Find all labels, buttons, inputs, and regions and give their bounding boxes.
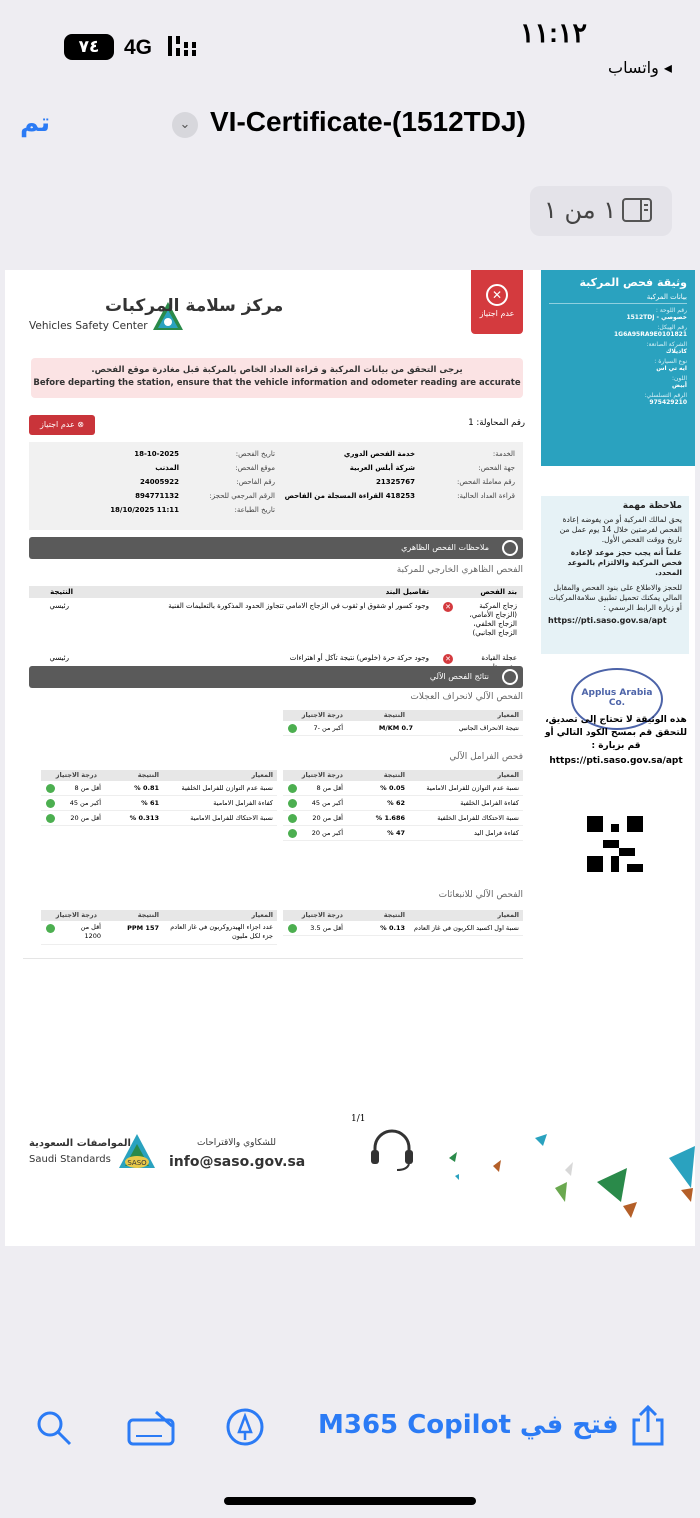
info-value: 418253 القراءة المسجلة من الفاحص [284,492,415,500]
emissions-table-left [41,910,277,945]
result: 0.05 % [380,784,405,792]
row-result: رئيسي [49,602,69,610]
info-value: خدمة الفحص الدوري [343,450,415,458]
vsc-logo-ar: مركز سلامة المركبات [105,296,284,316]
info-value: 24005922 [140,478,179,486]
field-label: اللون: [671,375,687,382]
page-indicator-label: ١ من ١ [544,196,617,224]
col-header: النتيجة [137,771,159,779]
result: 0.81 % [134,784,159,792]
col-header: درجة الاجتياز [55,911,97,919]
open-in-copilot-button[interactable]: فتح في M365 Copilot [318,1410,619,1440]
divider [23,958,523,959]
col-header: النتيجة [137,911,159,919]
result: 157 PPM [127,924,159,932]
banner-en: Before departing the station, ensure that the vehicle information and odometer reading are accurate [33,378,521,388]
field-value: 975429210 [649,399,687,406]
col-header: النتيجة [383,771,405,779]
field-value: خصوصي - 1512TDJ [626,314,687,321]
info-label: موقع الفحص: [235,464,275,472]
info-label: تاريخ الفحص: [235,450,275,458]
page-number: 1/1 [351,1114,366,1124]
annotate-icon[interactable] [126,1408,178,1448]
pass-value: أكبر من 45 [69,799,101,807]
criterion: كفاءة فرامل اليد [473,829,519,837]
criterion: كفاءة الفرامل الخلفية [460,799,519,807]
info-value: 21325767 [376,478,415,486]
auto-inspection-header [29,666,523,688]
result: 47 % [387,829,405,837]
note-text: يحق لمالك المركبة أو من يفوضه إعادة الفحص لفرصتين خلال 14 يوم عمل من تاريخ ووقت الفحص الأول. [559,515,682,544]
pass-value: أكبر من 45 [311,799,343,807]
criterion: نسبة اول اكسيد الكربون في غاز العادم [414,924,519,932]
pass-value: أقل من 3.5 [310,924,343,932]
banner-ar: يرجى التحقق من بيانات المركبة و قراءة العداد الخاص بالمركبة قبل مغادرة موقع الفحص. [91,365,463,375]
attempt-number: رقم المحاولة: 1 [468,418,525,428]
col-header: النتيجة [50,588,73,596]
pass-check-icon [288,724,297,733]
col-header: درجة الاجتياز [301,711,343,719]
decorative-triangles [435,1130,695,1240]
complaints-label: للشكاوي والاقتراحات [197,1138,276,1148]
verify-link[interactable]: https://pti.saso.gov.sa/apt [549,756,683,766]
sidebar-title: وثيقة فحص المركبة [579,276,687,289]
col-header: بند الفحص [480,588,517,596]
emissions-table-right [283,910,523,936]
home-indicator[interactable] [224,1497,476,1505]
pass-value: أقل من 20 [312,814,343,822]
field-label: نوع السيارة : [654,358,687,365]
criterion: كفاءة الفرامل الامامية [213,799,273,807]
col-header: المعيار [251,911,273,919]
pass-value: أقل من 1200 [80,923,101,940]
field-label: الشركة الصانعة: [646,341,687,348]
search-icon [502,540,518,556]
qr-code[interactable] [587,816,643,872]
stamp-text: Applus Arabia Co. [581,688,653,708]
row-detail: وجود كسور او شقوق او ثقوب في الزجاج الامامي تتجاوز الحدود المذكورة بالتعليمات الفنية [168,602,429,610]
section-title: ملاحظات الفحص الظاهري [401,543,489,552]
inspection-info [29,442,523,530]
col-header: درجة الاجتياز [301,771,343,779]
pass-value: أقل من 8 [316,784,343,792]
document-title[interactable]: VI-Certificate-(1512TDJ) [210,106,526,137]
brakes-table-left [41,770,277,826]
info-label: رقم الفاحص: [236,478,275,486]
verify-section [541,714,691,768]
col-header: النتيجة [383,711,405,719]
criterion: نسبة عدم التوازن للفرامل الخلفية [181,784,273,792]
visual-subtitle: الفحص الظاهري الخارجي للمركبة [396,565,523,575]
vehicle-sidebar [541,270,695,466]
pass-check-icon [288,784,297,793]
search-icon[interactable] [34,1408,74,1448]
visual-inspection-header [29,537,523,559]
network-label: 4G [124,36,153,59]
sidebar-icon [622,198,652,222]
vsc-logo-en: Vehicles Safety Center [29,320,148,332]
col-header: المعيار [497,771,519,779]
col-header: المعيار [497,911,519,919]
saudi-standards-ar: المواصفات السعودية [29,1138,131,1149]
result: 1.686 % [375,814,405,822]
info-label: الرقم المرجعي للحجز: [209,492,275,500]
fail-tag-label: عدم اجتياز [39,420,75,429]
criterion: نسبة الاحتكاك للفرامل الامامية [190,814,273,822]
pass-check-icon [46,799,55,808]
info-label: تاريخ الطباعة: [234,506,275,514]
info-label: جهة الفحص: [478,464,515,472]
field-value: ايه تي اس [656,365,687,372]
result: M/KM 0.7 [378,724,413,732]
share-icon[interactable] [628,1404,668,1448]
complaints-email[interactable]: info@saso.gov.sa [169,1154,306,1170]
fail-badge [471,270,523,334]
page-indicator[interactable] [530,186,672,236]
pass-check-icon [46,814,55,823]
note-text: علماً أنه يجب حجز موعد لإعادة فحص المركبة والالتزام بالموعد المحدد. [567,548,682,577]
pass-value: أقل من 8 [74,784,101,792]
row-item: عجلة القيادة [481,654,517,662]
result: 61 % [141,799,159,807]
close-icon: ✕ [486,284,508,306]
field-value: أبيض [672,382,687,389]
section-title: نتائج الفحص الآلي [429,672,489,681]
table-header [29,586,523,598]
col-header: المعيار [251,771,273,779]
info-value: 11:11 18/10/2025 [110,506,179,514]
row-item: زجاج المركبة (الزجاج الأمامي، الزجاج الخلفي، الزجاج الجانبي) [469,602,517,637]
criterion: نسبة عدم التوازن للفرامل الامامية [426,784,519,792]
note-text: للحجز والاطلاع على بنود الفحص والمقابل المالي يمكنك تحميل تطبيق سلامةالمركبات أو زيارة الرابط الرسمي : [548,583,682,612]
fail-badge-label: عدم اجتياز [479,309,515,318]
sidebar-section: بيانات المركبة [549,293,687,304]
brakes-table-right [283,770,523,841]
field-label: الرقم التسلسلي: [644,392,687,399]
info-label: رقم معاملة الفحص: [457,478,515,486]
col-header: درجة الاجتياز [301,911,343,919]
criterion: نسبة الاحتكاك للفرامل الخلفية [437,814,519,822]
headset-icon [367,1126,417,1174]
wheels-title: الفحص الآلي لانحراف العجلات [410,692,523,702]
pass-value: أكبر من -7 [313,724,343,732]
field-value: 1G6A95RA9E0101821 [613,331,687,338]
info-label: الخدمة: [492,450,515,458]
pass-check-icon [288,924,297,933]
col-header: النتيجة [383,911,405,919]
field-label: رقم اللوحة : [655,307,687,314]
fail-icon: ✕ [443,654,453,664]
saso-logo-text: SASO [127,1159,147,1167]
result: 62 % [387,799,405,807]
pass-check-icon [46,924,55,933]
markup-pen-icon[interactable] [224,1406,266,1448]
criterion: نتيجة الانحراف الجانبي [458,724,519,732]
row-detail: وجود حركة حرة (خلوص) نتيجة تآكل أو اهتراءات [289,654,429,662]
status-time: ١١:١٢ [520,18,587,48]
info-value: المذنب [155,464,179,472]
info-value: 18-10-2025 [134,450,179,458]
fail-icon: ✕ [443,602,453,612]
battery-icon: ٧٤ [64,34,114,60]
emissions-title: الفحص الآلي للانبعاثات [438,890,523,900]
field-value: كاديلاك [665,348,687,355]
pass-check-icon [288,799,297,808]
brakes-title: فحص الفرامل الآلي [449,752,523,762]
gear-icon [502,669,518,685]
criterion: عدد اجزاء الهيدروكربون في غاز العادم جزء لكل مليون [170,923,273,940]
col-header: تفاصيل البند [385,588,429,596]
warning-banner [31,358,523,398]
pass-check-icon [46,784,55,793]
row-result: رئيسي [49,654,69,662]
col-header: درجة الاجتياز [55,771,97,779]
pass-value: أكبر من 20 [311,829,343,837]
info-value: 894771132 [135,492,179,500]
signal-icon [168,34,204,58]
wheels-table [283,710,523,736]
field-label: رقم الهيكل: [657,324,687,331]
saudi-standards-en: Saudi Standards [29,1154,111,1165]
document-page [5,270,695,1246]
col-header: المعيار [497,711,519,719]
pass-check-icon [288,814,297,823]
chevron-down-icon[interactable]: ⌄ [172,112,198,138]
table-row [29,598,523,650]
booking-link[interactable]: https://pti.saso.gov.sa/apt [548,616,667,625]
done-button[interactable]: تم [20,108,51,138]
important-note [541,496,689,654]
result: 0.13 % [380,924,405,932]
back-to-app[interactable]: واتساب ◂ [608,58,672,77]
pass-value: أقل من 20 [70,814,101,822]
fail-tag: ⊗ عدم اجتياز [29,415,95,435]
info-label: قراءة العداد الحالية: [457,492,515,500]
verify-text: هذه الوثيقة لا تحتاج إلى تصديق، للتحقق قم بمسح الكود التالي أو قم بزيارة : [544,715,688,751]
result: 0.313 % [129,814,159,822]
info-value: شركة أبلس العربية [349,464,415,472]
note-title: ملاحظة مهمة [622,501,682,511]
pass-check-icon [288,829,297,838]
